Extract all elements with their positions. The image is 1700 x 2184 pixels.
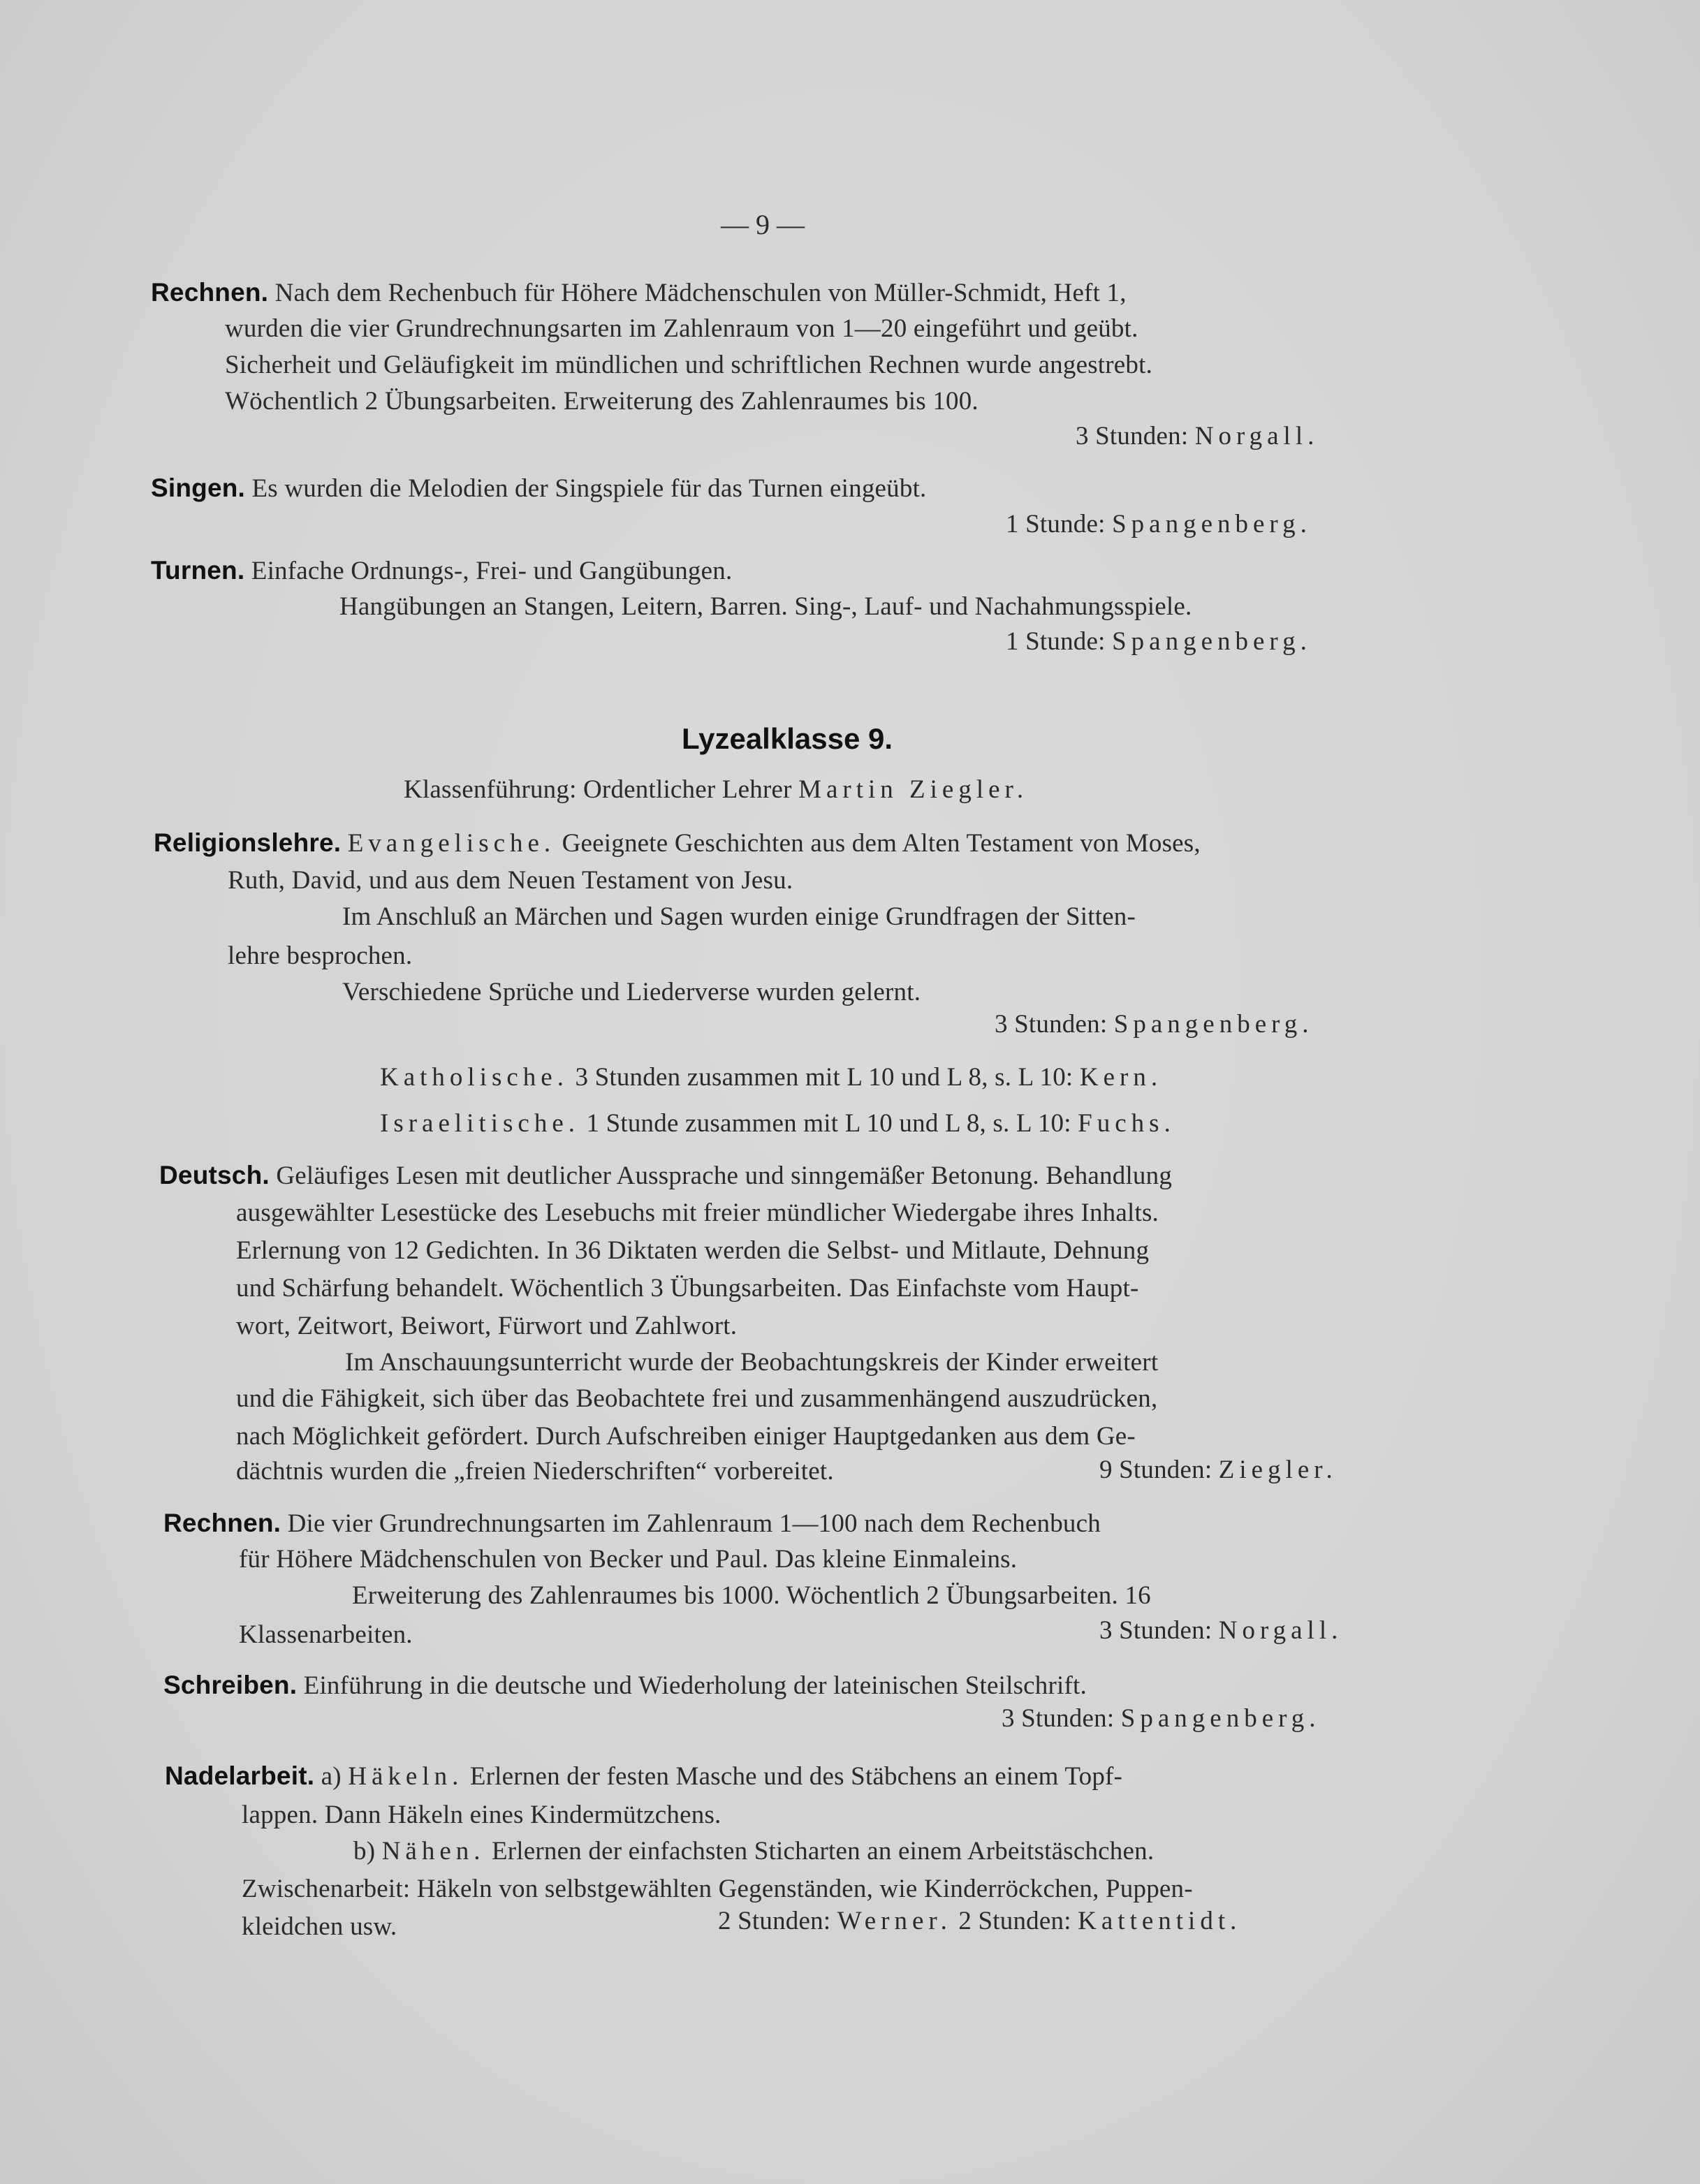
teacher-name: Spangenberg. [1120,1704,1321,1733]
class-lead [404,777,1028,802]
hours-label: 1 Stunde: [1006,510,1106,538]
class-title: Lyzealklasse 9. [682,722,893,755]
rechnen-section-2 [163,1510,1101,1537]
section-heading: Rechnen. [163,1509,281,1537]
subheading-haekeln: Häkeln. [348,1762,464,1791]
text-line: Verschiedene Sprüche und Liederverse wurden gelernt. [342,978,921,1006]
hours-label: 1 Stunde: [1006,627,1106,656]
hours-line [995,1011,1314,1037]
hours-label: 9 Stunden: [1099,1456,1212,1484]
text-line: Erlernen der festen Masche und des Stäbchens an einem Topf- [469,1762,1123,1791]
text-line: Erlernen der einfachsten Sticharten an einem Arbeitstäschchen. [491,1837,1155,1866]
text-line: 3 Stunden zusammen mit L 10 und L 8, s. L 10: [575,1063,1074,1092]
hours-line [718,1908,1241,1934]
turnen-section [151,557,732,584]
hours-line [1099,1618,1342,1643]
teacher-name: Norgall. [1194,422,1319,450]
text-line: wurden die vier Grundrechnungsarten im Zahlenraum von 1—20 eingeführt und geübt. [225,314,1138,343]
text-line: Nach dem Rechenbuch für Höhere Mädchenschulen von Müller-Schmidt, Heft 1, [274,279,1127,307]
hours-label: 3 Stunden: [995,1010,1108,1039]
hours-label: 3 Stunden: [1076,422,1189,450]
text-line: Im Anschauungsunterricht wurde der Beobachtungskreis der Kinder erweitert [345,1348,1159,1377]
naehen-line [353,1838,1154,1864]
text-line: Im Anschluß an Märchen und Sagen wurden einige Grundfragen der Sitten- [342,902,1136,931]
text-line: 1 Stunde zusammen mit L 10 und L 8, s. L 10: [586,1109,1071,1138]
text-line: Es wurden die Melodien der Singspiele für das Turnen eingeübt. [251,474,927,503]
item-marker: b) [353,1837,376,1866]
hours-line [1002,1706,1321,1731]
hours-line [1006,629,1312,654]
section-heading: Schreiben. [163,1671,298,1699]
section-heading: Turnen. [151,556,245,585]
israelitisch-line [380,1111,1175,1136]
hours-line [1076,423,1319,449]
text-line: Einführung in die deutsche und Wiederholung der lateinischen Steilschrift. [303,1671,1087,1700]
subheading-katholisch: Katholische. [380,1063,569,1092]
text-line: Die vier Grundrechnungsarten im Zahlenraum 1—100 nach dem Rechenbuch [287,1509,1101,1538]
hours-line [1006,511,1312,537]
teacher-name: Kern. [1079,1063,1163,1092]
text-line: Erlernung von 12 Gedichten. In 36 Diktaten werden die Selbst- und Mitlaute, Dehnung [236,1236,1150,1265]
teacher-name: Ziegler. [1218,1456,1338,1484]
teacher-name: Kattentidt. [1078,1907,1242,1935]
singen-section [151,475,927,501]
text-line: lehre besprochen. [228,941,413,970]
hours-label: 2 Stunden: [718,1907,831,1935]
hours-label: 3 Stunden: [1002,1704,1115,1733]
teacher-name: Spangenberg. [1112,510,1312,538]
subheading-naehen: Nähen. [381,1837,485,1866]
text-line: Zwischenarbeit: Häkeln von selbstgewählten Gegenständen, wie Kinderröckchen, Puppen- [242,1875,1193,1903]
section-heading: Nadelarbeit. [165,1761,315,1790]
text-line: kleidchen usw. [242,1912,397,1941]
page-number: — 9 — [721,209,805,240]
text-line: Ruth, David, und aus dem Neuen Testament von Jesu. [228,866,793,895]
subheading-israelitisch: Israelitische. [380,1109,580,1138]
text-line: Wöchentlich 2 Übungsarbeiten. Erweiterung des Zahlenraumes bis 100. [225,387,979,416]
section-heading: Religionslehre. [154,828,342,857]
text-line: für Höhere Mädchenschulen von Becker und Paul. Das kleine Einmaleins. [239,1545,1018,1574]
text-line: wort, Zeitwort, Beiwort, Fürwort und Zahlwort. [236,1312,738,1340]
section-heading: Deutsch. [159,1161,270,1189]
teacher-name: Spangenberg. [1112,627,1312,656]
section-heading: Rechnen. [151,278,269,307]
nadelarbeit-section [165,1763,1122,1789]
class-lead-name: Martin Ziegler. [798,775,1029,804]
teacher-name: Norgall. [1218,1616,1343,1645]
section-heading: Singen. [151,474,246,502]
religion-section [154,830,1201,856]
hours-label: 3 Stunden: [1099,1616,1212,1645]
deutsch-section [159,1162,1172,1189]
text-line: lappen. Dann Häkeln eines Kindermützchens. [242,1801,721,1829]
item-marker: a) [321,1762,342,1791]
hours-line [1099,1457,1338,1483]
subheading-evangelisch: Evangelische. [347,829,556,858]
text-line: dächtnis wurden die „freien Niederschriften“ vorbereitet. [236,1457,834,1486]
text-line: und die Fähigkeit, sich über das Beobachtete frei und zusammenhängend auszudrücken, [236,1384,1158,1413]
text-line: Einfache Ordnungs-, Frei- und Gangübungen. [251,557,733,585]
teacher-name: Fuchs. [1078,1109,1175,1138]
text-line: Geläufiges Lesen mit deutlicher Aussprache und sinngemäßer Betonung. Behandlung [276,1161,1173,1190]
schreiben-section [163,1672,1087,1699]
text-line: Geeignete Geschichten aus dem Alten Testament von Moses, [562,829,1201,858]
text-line: Hangübungen an Stangen, Leitern, Barren. Sing-, Lauf- und Nachahmungsspiele. [339,592,1192,621]
hours-label: 2 Stunden: [958,1907,1071,1935]
text-line: Erweiterung des Zahlenraumes bis 1000. Wöchentlich 2 Übungsarbeiten. 16 [352,1581,1151,1610]
teacher-name: Spangenberg. [1113,1010,1314,1039]
text-line: Klassenarbeiten. [239,1620,413,1649]
text-line: Sicherheit und Geläufigkeit im mündlichen und schriftlichen Rechnen wurde angestrebt. [225,351,1153,379]
text-line: und Schärfung behandelt. Wöchentlich 3 Übungsarbeiten. Das Einfachste vom Haupt- [236,1274,1139,1303]
class-lead-label: Klassenführung: Ordentlicher Lehrer [404,775,792,804]
text-line: ausgewählter Lesestücke des Lesebuchs mit freier mündlicher Wiedergabe ihres Inhalts. [236,1199,1159,1227]
katholisch-line [380,1064,1162,1090]
rechnen-section-1 [151,279,1127,306]
text-line: nach Möglichkeit gefördert. Durch Aufschreiben einiger Hauptgedanken aus dem Ge- [236,1422,1136,1451]
teacher-name: Werner. [837,1907,952,1935]
